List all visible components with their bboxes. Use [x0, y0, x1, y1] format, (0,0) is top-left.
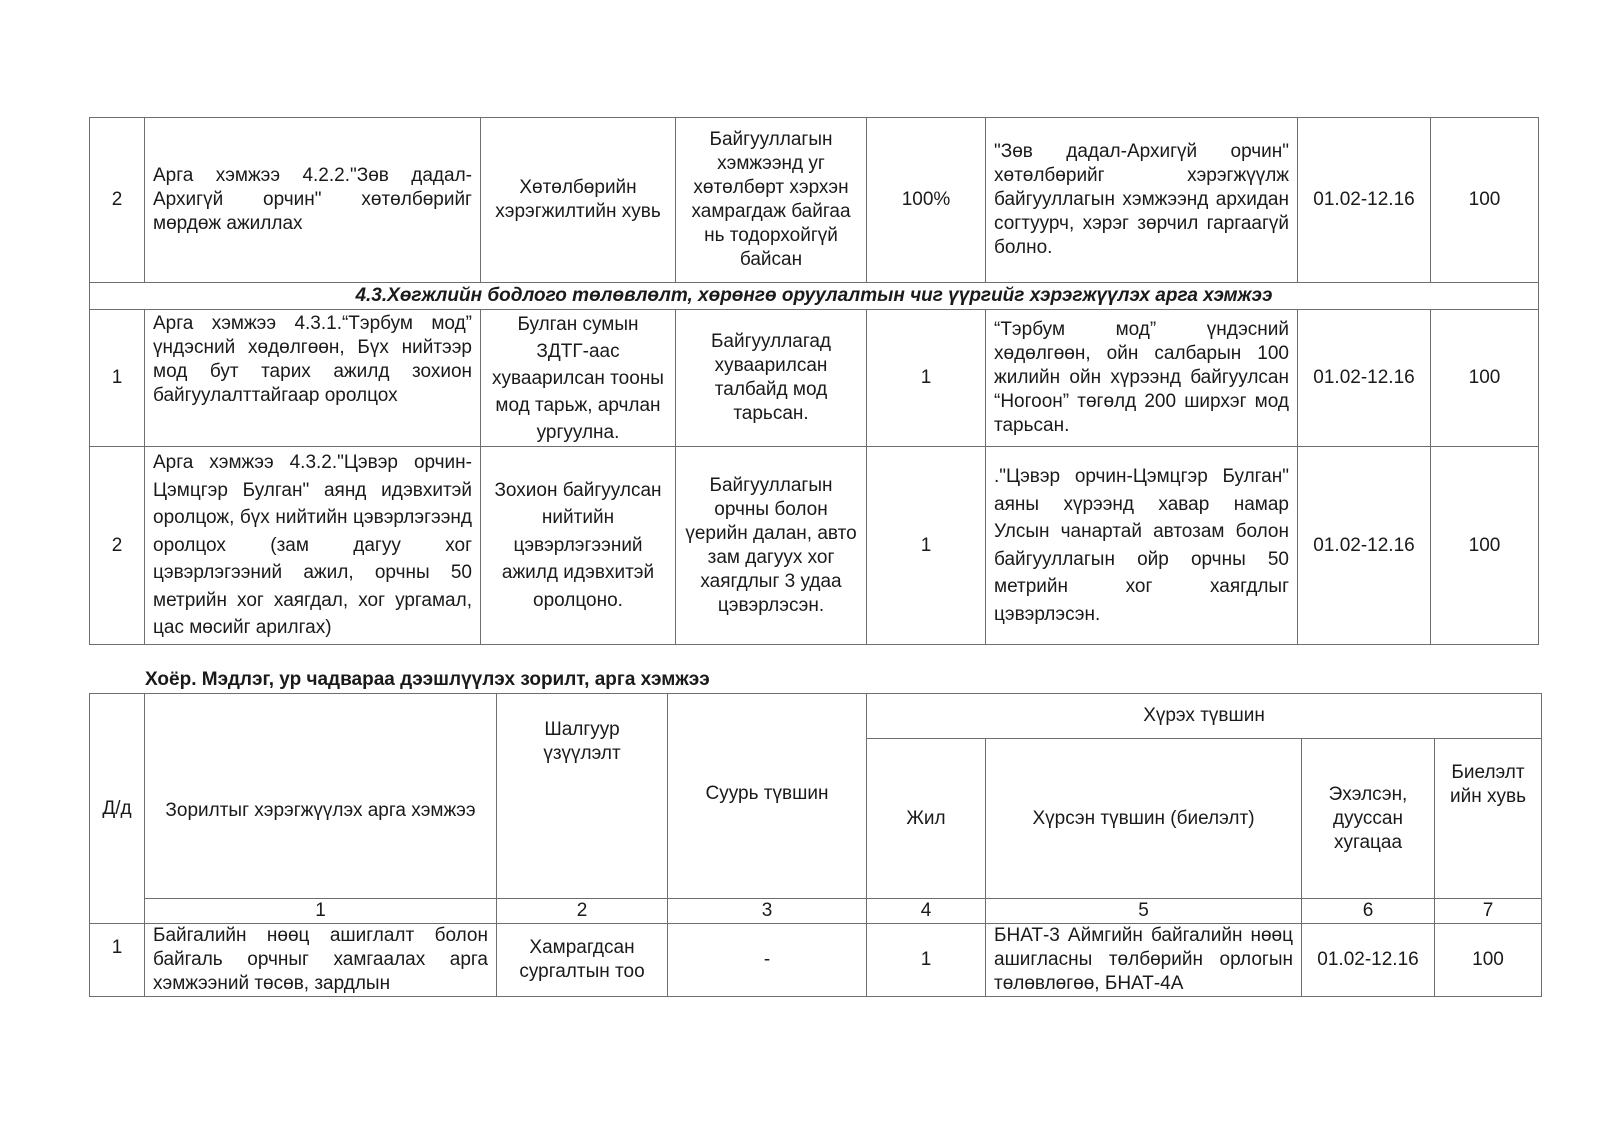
column-number-row	[90, 899, 1542, 924]
row-number: 1	[90, 924, 145, 997]
column-number: 5	[986, 899, 1302, 924]
period-cell: 01.02-12.16	[1302, 924, 1435, 997]
criteria-cell: Зохион байгуулсан нийтийн цэвэрлэгээний ажилд идэвхитэй оролцоно.	[481, 447, 676, 645]
section-title-row	[90, 283, 1539, 310]
column-number: 6	[1302, 899, 1435, 924]
table-row	[90, 310, 1539, 447]
table-row	[90, 924, 1542, 997]
action-cell: Арга хэмжээ 4.3.2."Цэвэр орчин-Цэмцгэр Булган" аянд идэвхитэй оролцож, бүх нийтийн цэвэрлэгээнд оролцох (зам дагуу хог цэвэрлэгээний ажил, орчны 50 метрийн хог хаягдал, хог ургамал, цас мөсийг арилгах)	[145, 447, 481, 645]
column-number: 4	[867, 899, 986, 924]
action-cell: Байгалийн нөөц ашиглалт болон байгаль орчныг хамгаалах арга хэмжээний төсөв, зардлын	[145, 924, 497, 997]
header-num: Д/д	[90, 694, 145, 924]
year-cell: 1	[867, 924, 986, 997]
achieved-cell: БНАТ-3 Аймгийн байгалийн нөөц ашигласны төлбөрийн орлогын төлөвлөгөө, БНАТ-4А	[986, 924, 1302, 997]
baseline-cell: Байгууллагад хуваарилсан талбайд мод тарьсан.	[676, 310, 867, 447]
header-criteria: Шалгуур үзүүлэлт	[497, 694, 668, 899]
achieved-cell: "Зөв дадал-Архигүй орчин" хөтөлбөрийг хэрэгжүүлж байгууллагын хэмжээнд архидан согтуурч, хэрэг зөрчил гаргаагүй болно.	[986, 118, 1298, 283]
year-cell: 1	[867, 447, 986, 645]
action-cell: Арга хэмжээ 4.2.2."Зөв дадал-Архигүй орчин" хөтөлбөрийг мөрдөж ажиллах	[145, 118, 481, 283]
achieved-cell: ."Цэвэр орчин-Цэмцгэр Булган" аяны хүрээнд хавар намар Улсын чанартай автозам болон байгууллагын ойр орчны 50 метрийн хог хаягдлыг цэвэрлэсэн.	[986, 447, 1298, 645]
year-cell: 1	[867, 310, 986, 447]
header-baseline: Суурь түвшин	[668, 694, 867, 899]
section-heading: Хоёр. Мэдлэг, ур чадвараа дээшлүүлэх зорилт, арга хэмжээ	[145, 669, 710, 690]
period-cell: 01.02-12.16	[1298, 310, 1431, 447]
criteria-cell: Хамрагдсан сургалтын тоо	[497, 924, 668, 997]
row-number: 2	[90, 118, 145, 283]
section-title: 4.3.Хөгжлийн бодлого төлөвлөлт, хөрөнгө оруулалтын чиг үүргийг хэрэгжүүлэх арга хэмжээ	[90, 283, 1539, 310]
activities-table-continued	[89, 117, 1539, 645]
criteria-cell: Хөтөлбөрийн хэрэгжилтийн хувь	[481, 118, 676, 283]
achieved-cell: “Тэрбум мод” үндэсний хөдөлгөөн, ойн салбарын 100 жилийн ойн хүрээнд байгуулсан “Ногоон” төгөлд 200 ширхэг мод тарьсан.	[986, 310, 1298, 447]
year-cell: 100%	[867, 118, 986, 283]
percent-cell: 100	[1435, 924, 1542, 997]
percent-cell: 100	[1431, 310, 1539, 447]
header-percent: Биелэлт ийн хувь	[1435, 739, 1542, 899]
percent-cell: 100	[1431, 118, 1539, 283]
percent-cell: 100	[1431, 447, 1539, 645]
baseline-cell: Байгууллагын орчны болон үерийн далан, авто зам дагуух хог хаягдлыг 3 удаа цэвэрлэсэн.	[676, 447, 867, 645]
row-number: 1	[90, 310, 145, 447]
period-cell: 01.02-12.16	[1298, 118, 1431, 283]
column-number: 7	[1435, 899, 1542, 924]
column-number: 2	[497, 899, 668, 924]
period-cell: 01.02-12.16	[1298, 447, 1431, 645]
header-achieved: Хүрсэн түвшин (биелэлт)	[986, 739, 1302, 899]
table-row	[90, 447, 1539, 645]
header-year: Жил	[867, 739, 986, 899]
knowledge-skills-table	[89, 693, 1542, 997]
action-cell: Арга хэмжээ 4.3.1.“Тэрбум мод” үндэсний хөдөлгөөн, Бүх нийтээр мод бут тарих ажилд зохион байгуулалттайгаар оролцох	[145, 310, 481, 447]
header-row	[90, 694, 1542, 739]
column-number: 1	[145, 899, 497, 924]
table-row	[90, 118, 1539, 283]
header-action: Зорилтыг хэрэгжүүлэх арга хэмжээ	[145, 694, 497, 899]
column-number: 3	[668, 899, 867, 924]
baseline-cell: Байгууллагын хэмжээнд уг хөтөлбөрт хэрхэн хамрагдаж байгаа нь тодорхойгүй байсан	[676, 118, 867, 283]
header-period: Эхэлсэн, дууссан хугацаа	[1302, 739, 1435, 899]
header-target-level: Хүрэх түвшин	[867, 694, 1542, 739]
baseline-cell: -	[668, 924, 867, 997]
criteria-cell: Булган сумын ЗДТГ-аас хуваарилсан тооны мод тарьж, арчлан ургуулна.	[481, 310, 676, 447]
row-number: 2	[90, 447, 145, 645]
